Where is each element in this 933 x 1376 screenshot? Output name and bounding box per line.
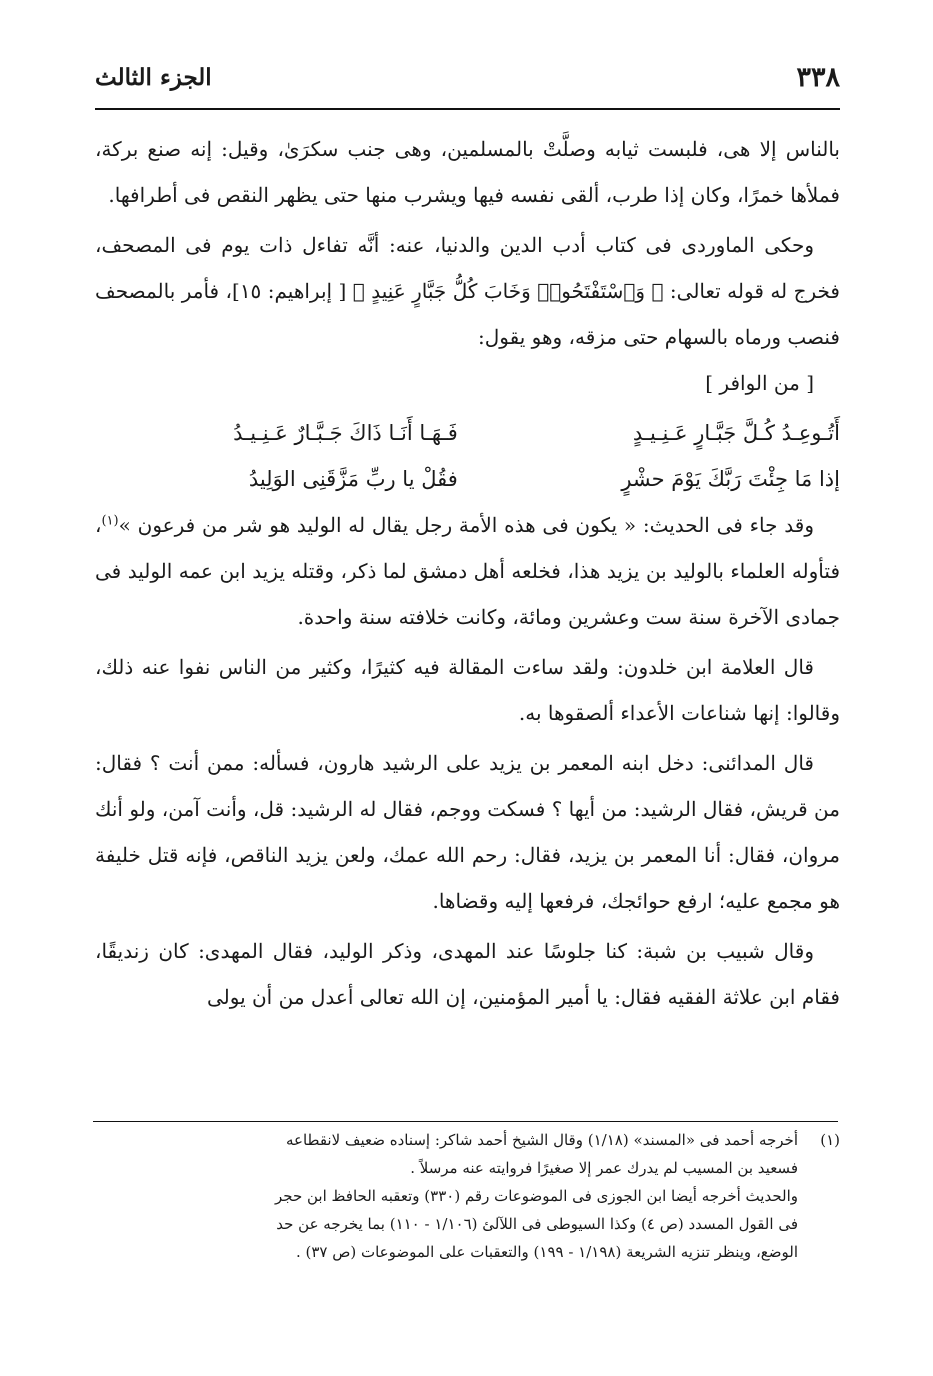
page-header	[95, 62, 840, 102]
paragraph-ibn-khaldun: قال العلامة ابن خلدون: ولقد ساءت المقالة فيه كثيرًا، وكثير من الناس نفوا عنه ذلك، وقالوا: إنها شناعات الأعداء ألصقوها به.	[95, 655, 840, 725]
poem	[95, 410, 840, 502]
footnote-marker: (١)	[820, 1131, 840, 1149]
poetry-meter-label: [ من الوافر ]	[705, 371, 814, 395]
paragraph-intro: بالناس إلا هى، فلبست ثيابه وصلَّتْ بالمسلمين، وهى جنب سكرَىٰ، وقيل: إنه صنع بركة، فملأها خمرًا، وكان إذا طرب، ألقى نفسه فيها ويشرب منها حتى يظهر النقص فى أطرافها.	[95, 137, 840, 207]
running-title: الجزء الثالث	[95, 64, 212, 91]
verse-first-hemistich: أَتُـوعِـدُ كُـلَّ جَبَّـارٍ عَـنِـيـدٍ	[632, 421, 840, 445]
verse-second-hemistich: فَـهَـا أَنَـا ذَاكَ جَـبَّـارٌ عَـنِـيـدُ	[233, 421, 458, 445]
footnote-rule	[93, 1121, 838, 1122]
verse-second-hemistich: فقُلْ يا ربِّ مَزَّقَنِى الوَلِيدُ	[248, 467, 458, 491]
verse-line	[95, 410, 840, 456]
main-text	[95, 126, 840, 1024]
paragraph-madaini: قال المدائنى: دخل ابنه المعمر بن يزيد على الرشيد هارون، فسأله: ممن أنت ؟ فقال: من قريش، فقال الرشيد: من أيها ؟ فسكت ووجم، فقال له الرشيد: قل، وأنت آمن، ولو أنك مروان، فقال: أنا المعمر بن يزيد، فقال: رحم الله عمك، ولعن يزيد الناقص، فإنه قتل خليفة هو مجمع عليه؛ ارفع حوائجك، فرفعها إليه وقضاها.	[95, 751, 840, 913]
footnote-line: والحديث أخرجه أيضا ابن الجوزى فى الموضوعات رقم (٣٣٠) وتعقبه الحافظ ابن حجر	[275, 1187, 798, 1205]
page-number: ٣٣٨	[796, 62, 840, 93]
footnote-line: فسعيد بن المسيب لم يدرك عمر إلا صغيرًا فروايته عنه مرسلاً .	[410, 1159, 798, 1177]
paragraph-mawardi	[95, 222, 840, 406]
paragraph-shabib: وقال شبيب بن شبة: كنا جلوسًا عند المهدى، وذكر الوليد، فقال المهدى: كان زنديقًا، فقام ابن علاثة الفقيه فقال: يا أمير المؤمنين، إن الله تعالى أعدل من أن يولى	[95, 939, 840, 1009]
hadith-text: وقد جاء فى الحديث: « يكون فى هذه الأمة رجل يقال له الوليد هو شر من فرعون »	[118, 513, 814, 537]
footnote-line: الوضع، وينظر تنزيه الشريعة (١/١٩٨ - ١٩٩) والتعقبات على الموضوعات (ص ٣٧) .	[295, 1243, 798, 1261]
footnotes	[95, 1126, 840, 1266]
footnote-reference[interactable]: (١)	[101, 513, 119, 529]
verse-line	[95, 456, 840, 502]
header-rule	[95, 108, 840, 110]
paragraph-hadith	[95, 502, 840, 640]
footnote-line: فى القول المسدد (ص ٤) وكذا السيوطى فى اللآلئ (١/١٠٦ - ١١٠) بما يخرجه عن حد	[276, 1215, 798, 1233]
paragraph-mawardi-text: وحكى الماوردى فى كتاب أدب الدين والدنيا، عنه: أنَّه تفاءل ذات يوم فى المصحف، فخرج له قوله تعالى: ﴿ وَٱسْتَفْتَحُوا۟ وَخَابَ كُلُّ جَبَّارٍ عَنِيدٍ ﴾ [ إبراهيم: ١٥]، فأمر بالمصحف فنصب ورماه بالسهام حتى مزقه، وهو يقول:	[95, 233, 840, 349]
footnote-text: أخرجه أحمد فى «المسند» (١/١٨) وقال الشيخ أحمد شاكر: إسناده ضعيف لانقطاعه	[285, 1131, 798, 1149]
footnote-line	[95, 1126, 840, 1154]
hadith-continuation: ، فتأوله العلماء بالوليد بن يزيد هذا، فخلعه أهل دمشق لما ذكر، وقتله يزيد ابن عمه الوليد فى جمادى الآخرة سنة ست وعشرين ومائة، وكانت خلافته سنة واحدة.	[95, 513, 840, 629]
verse-first-hemistich: إذا مَا جِئْتَ رَبَّكَ يَوْمَ حشْرٍ	[621, 467, 840, 491]
